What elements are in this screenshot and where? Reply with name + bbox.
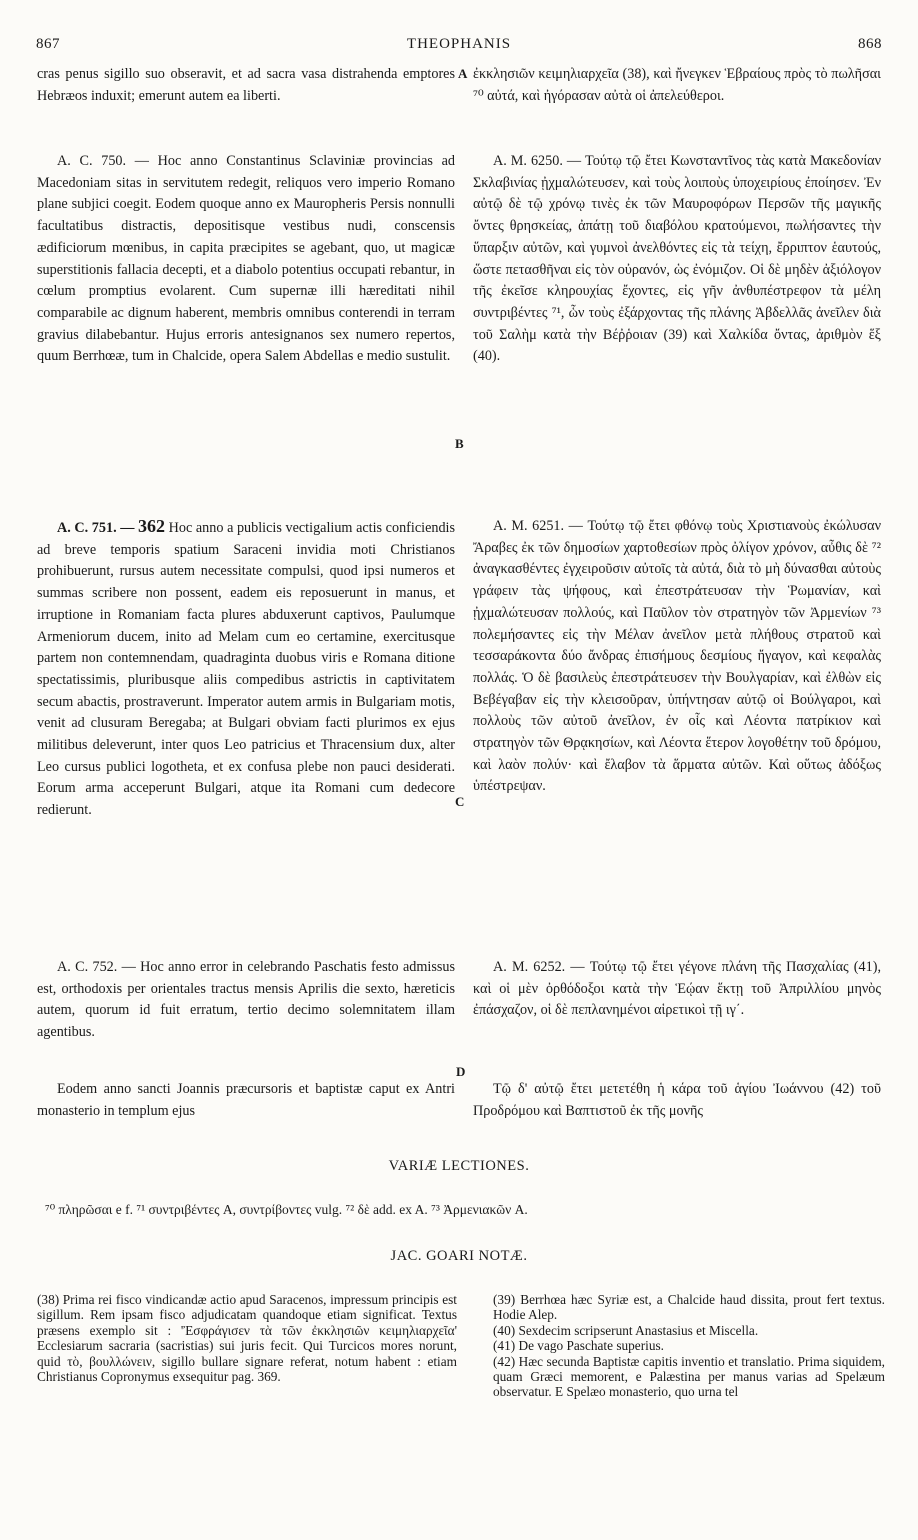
latin-p5: Eodem anno sancti Joannis præcursoris et baptistæ caput ex Antri monasterio in templum ejus [37,1081,455,1119]
greek-p4: A. M. 6252. — Τούτῳ τῷ ἔτει γέγονε πλάνη τῆς Πασχαλίας (41), καὶ οἱ μὲν ὀρθόδοξοι κατὰ τὴν Ἑῴαν ἕκτῃ τοῦ Ἀπριλλίου μηνὸς ἐπάσχαζον, οἱ δὲ πεπλανημένοι αἱρετικοὶ τῇ ιγ΄. [473,959,881,1019]
running-header [36,36,882,58]
latin-p3-head: A. C. 751. — [57,520,135,536]
note-42: (42) Hæc secunda Baptistæ capitis inventio et translatio. Prima siquidem, quam Græci memorent, e Palæstina per manus varias ad Spelæum observatur. E Spelæo monasterio, quo urna tel [493,1353,885,1400]
variae-title: VARIÆ LECTIONES. [388,1158,530,1174]
margin-letter-a: A [458,66,468,81]
greek-p2: A. M. 6250. — Τούτῳ τῷ ἔτει Κωνσταντῖνος τὰς κατὰ Μακεδονίαν Σκλαβινίας ᾐχμαλώτευσεν, καὶ τοὺς λοιποὺς ὑποχειρίους ἐποίησεν. Ἐν αὐτῷ δὲ τῷ χρόνῳ τινὲς ἐκ τῶν Μαυροφόρων Περσῶν τῆς μαγικῆς ὄντες θρησκείας, ἀπάτῃ τοῦ διαβόλου κρατούμενοι, πωλήσαντες τὴν ὕπαρξιν αὐτῶν, καὶ γυμνοὶ ἀνελθόντες εἰς τὰ τείχη, ἔρριπτον ἑαυτούς, ὥστε πετασθῆναι εἰς τὸν οὐρανόν, ὡς ἐνόμιζον. Οἱ δὲ μηδὲν ἀξιόλογον τῆς ἐκεῖσε κληρουχίας ἔχοντες, εἰς γῆν ἀνθυπέστρεφον τὰ μέλη συντριβέντες ⁷¹, ὧν τοὺς ἐξάρχοντας τῆς πλάνης Ἀβδελλᾶς ἀνεῖλεν διὰ τοῦ Σαλὴμ κατὰ τὴν Βέῤῥοιαν (39) καὶ Χαλκίδα ὄντας, ἀριθμὸν ἕξ (40). [473,153,881,365]
notae-title: JAC. GOARI NOTÆ. [390,1248,528,1264]
latin-p1: cras penus sigillo suo obseravit, et ad sacra vasa distrahenda emptores Hebræos induxit; emerunt autem ea liberti. [37,66,455,104]
greek-p1: ἐκκλησιῶν κειμηλιαρχεῖα (38), καὶ ἤνεγκεν Ἑβραίους πρὸς τὸ πωλῆσαι ⁷⁰ αὐτά, καὶ ἠγόρασαν αὐτὰ οἱ ἀπελεύθεροι. [473,66,881,104]
margin-letter-b: B [455,436,464,451]
margin-letter-d: D [456,1064,466,1079]
note-40: (40) Sexdecim scripserunt Anastasius et Miscella. [493,1322,759,1338]
greek-p5: Τῷ δ' αὐτῷ ἔτει μετετέθη ἡ κάρα τοῦ ἁγίου Ἰωάννου (42) τοῦ Προδρόμου καὶ Βαπτιστοῦ ἐκ τῆς μονῆς [473,1081,881,1119]
notes-right [493,1292,885,1400]
page-marker-362: 362 [138,516,166,536]
note-39: (39) Berrhœa hæc Syriæ est, a Chalcide haud dissita, prout fert textus. Hodie Alep. [493,1292,885,1323]
variae-text: ⁷⁰ πληρῶσαι e f. ⁷¹ συντριβέντες A, συντρίβοντες vulg. ⁷² δὲ add. ex A. ⁷³ Ἀρμενιακῶν A. [45,1202,528,1217]
note-38: (38) Prima rei fisco vindicandæ actio apud Saracenos, impressum principis est sigillum. Rem ipsam fisco adjudicatam quandoque etiam significat. Textus præsens exemplo sit : 'Ἐσφράγισεν τὰ τῶν ἐκκλησιῶν κειμηλιαρχεῖα' Ecclesiarum sacraria (sacristias) sui juris fecit. Qui Turcicos mores norunt, quid τὸ, βουλλώνειν, sigillo bullare signare referat, notum habent : etiam Christianus Copronymus exsequitur pag. 369. [37,1292,457,1385]
running-title: THEOPHANIS [406,36,512,52]
note-41: (41) De vago Paschate superius. [493,1338,664,1354]
latin-p4: A. C. 752. — Hoc anno error in celebrando Paschatis festo admissus est, orthodoxis per orientales tractus mensis Aprilis die sexto, hæreticis autem, quorum id fuit erratum, tertio decimo solemnitatem illam agentibus. [37,959,455,1041]
margin-letter-c: C [455,794,465,809]
latin-p2: A. C. 750. — Hoc anno Constantinus Sclaviniæ provincias ad Macedoniam sitas in servitutem redegit, reliquos vero imperio Romano plane subjici coegit. Eodem quoque anno ex Mauropheris Persis nonnulli facultatibus distractis, depositisque vestibus nudi, conscensis ædificiorum mœnibus, in capita præcipites se agebant, quo, ut magicæ superstitionis fallacia decepti, et a diabolo potentius occupati rebantur, in cœlum promptius evolarent. Cum supernæ illi hæreditati nihil comparabile ac dignum haberent, membris omnibus conterendi in terram gravius dilabebantur. Hujus erroris antesignanos sex numero repertos, quum Berrhœæ, tum in Chalcide, opera Salem Abdellas e medio sustulit. [37,153,455,365]
greek-p3: A. M. 6251. — Τούτῳ τῷ ἔτει φθόνῳ τοὺς Χριστιανοὺς ἐκώλυσαν Ἄραβες ἐκ τῶν δημοσίων χαρτοθεσίων πρὸς ὀλίγον χρόνον, αὖθις δὲ ⁷² ἀναγκασθέντες ἐγχειροῦσιν αὐτοῖς τὰ αὐτά, διὰ τὸ μὴ δύνασθαι αὐτοὺς γράφειν τὰς ψήφους, καὶ ἐπεστράτευσαν τὴν Ῥωμανίαν, καὶ ᾐχμαλώτευσαν πολλούς, καὶ Παῦλον τὸν στρατηγὸν τῶν Ἀρμενίων ⁷³ πολεμήσαντες εἰς τὴν Μέλαν ἀνεῖλον μετὰ πλήθους στρατοῦ καὶ τεσσαράκοντα δύο ἄνδρας ἐπισήμους δεσμίους ἤγαγον, καὶ κεφαλὰς πολλάς. Ὁ δὲ βασιλεὺς ἐπεστράτευσεν τὴν Βουλγαρίαν, καὶ ἐλθὼν εἰς Βεβέγαβαν εἰς τὴν κλεισοῦραν, ὑπήντησαν αὐτῷ οἱ Βούλγαροι, καὶ πολλοὺς τῶν αὐτοῦ ἀνεῖλον, ἐν οἷς καὶ Λέοντα πατρίκιον καὶ στρατηγὸν τῶν Θρᾳκησίων, καὶ Λέοντα ἕτερον λογοθέτην τοῦ δρόμου, καὶ λαὸν πολύν· καὶ ἔλαβον τὰ ἅρματα αὐτῶν. Καὶ οὕτως ἀδόξως ὑπέστρεψαν. [473,518,881,795]
latin-p3-text: Hoc anno a publicis vectigalium actis conficiendis ad breve temporis spatium Saraceni invidia moti Christianos prohibuerunt, rursus autem necessitate compulsi, quod ipsi numeros et summas scribere non possent, eadem eis reposuerunt in manus, et irruptione in Romaniam facta plures abduxerunt captivos, Paulumque Armeniorum ducem, inito ad Melam cum eo certamine, exercitusque partem non contemnendam, quadraginta duobus viris e Romana ditione spectatissimis, pluribusque aliis compedibus astrictis in captivitatem secum abactis, prostraverunt. Imperator autem armis in Bulgariam motis, venit ad clusuram Beregaba; at Bulgari obviam facti plurimos ex ejus militibus deleverunt, inter quos Leo patricius et Thracensium dux, alter Leo cursus publici logotheta, et ex confusa plebe non pauci desiderati. Eorum arma acceperunt Bulgari, atque ita Romani cum dedecore redierunt. [37,520,456,819]
latin-p3 [37,516,455,822]
left-page-number: 867 [36,36,60,52]
right-page-number: 868 [858,36,882,52]
